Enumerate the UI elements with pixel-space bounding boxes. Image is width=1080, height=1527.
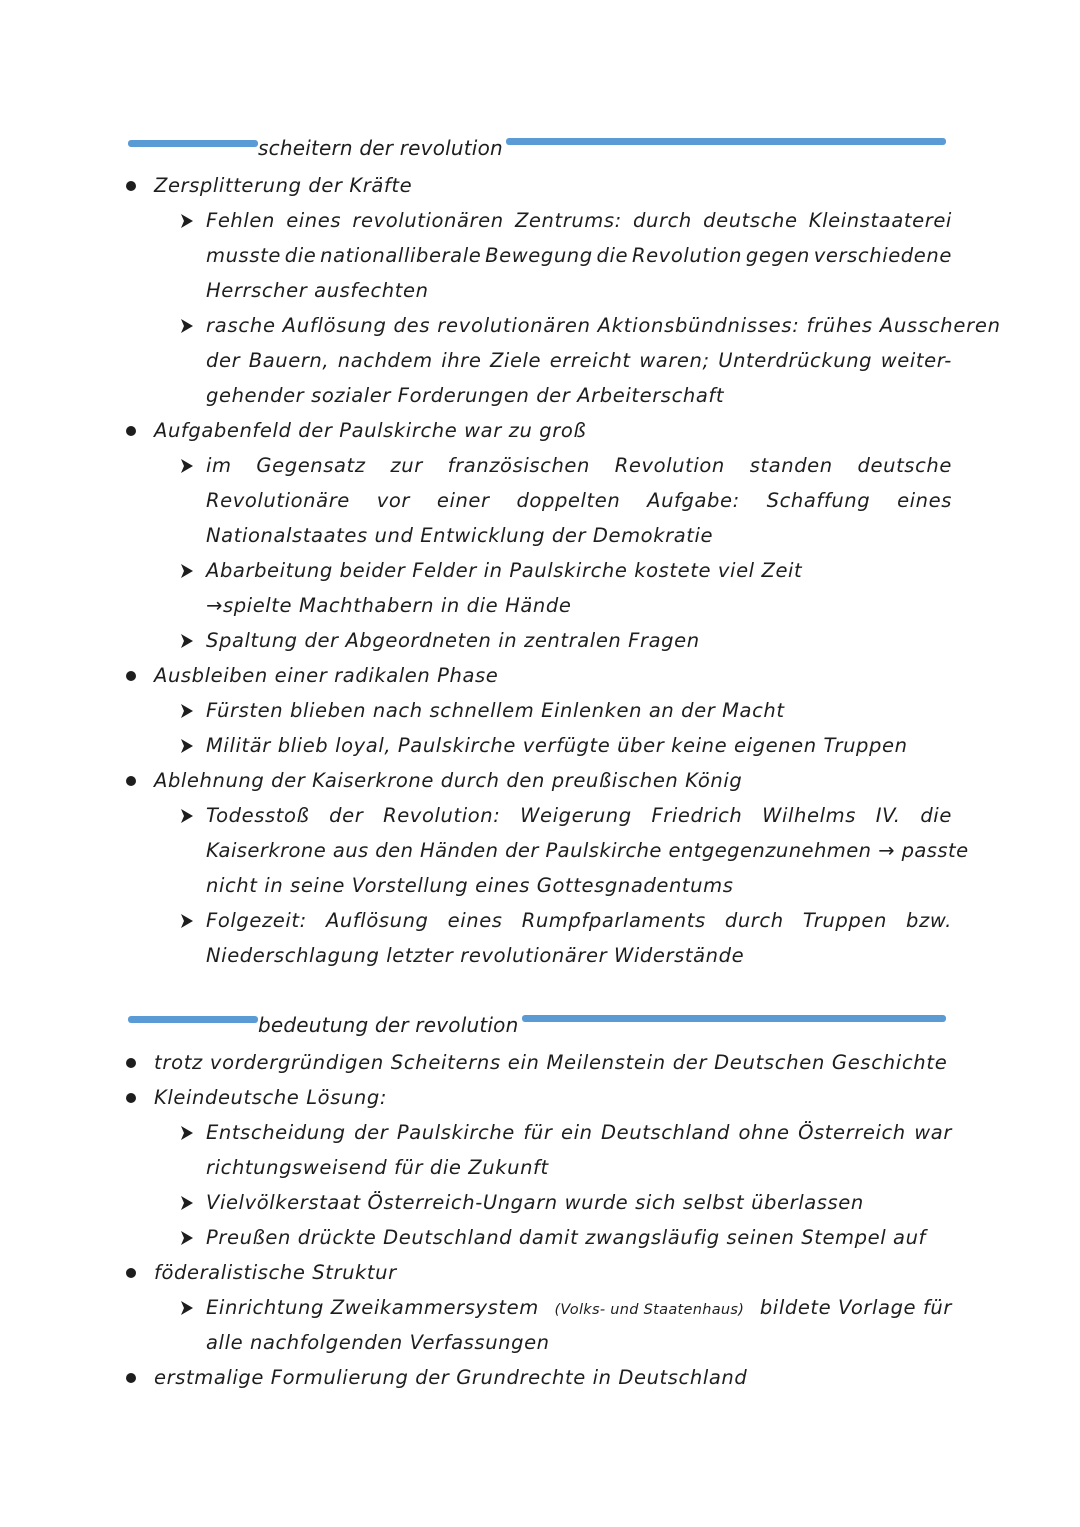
word: Deutschland — [601, 1121, 731, 1144]
word: IV. — [875, 804, 901, 827]
sub-item-line — [206, 1290, 952, 1325]
sub-item-line: gehender sozialer Forderungen der Arbeiterschaft — [206, 384, 725, 407]
bullet-dot-icon — [126, 1373, 136, 1383]
word: der — [206, 349, 241, 372]
list-item-label: erstmalige Formulierung der Grundrechte in Deutschland — [154, 1366, 748, 1389]
word: Friedrich — [651, 804, 743, 827]
word: eines — [897, 489, 952, 512]
word: Paulskirche — [396, 1121, 515, 1144]
word: französischen — [447, 454, 590, 477]
accent-bar-left — [128, 1016, 258, 1023]
arrowhead-icon — [180, 213, 194, 229]
arrowhead-icon — [180, 808, 194, 824]
arrowhead-icon — [180, 913, 194, 929]
parenthetical-note: (Volks- und Staatenhaus) — [554, 1302, 745, 1318]
word: bzw. — [906, 909, 952, 932]
accent-bar-right — [506, 138, 946, 145]
accent-bar-right — [522, 1015, 946, 1022]
word: Wilhelms — [762, 804, 856, 827]
section-header-bedeutung — [128, 1015, 948, 1045]
sub-item-line: Kaiserkrone aus den Händen der Paulskirche entgegenzunehmen → passte — [206, 839, 969, 862]
word: Bewegung — [485, 244, 593, 267]
sub-item-line — [206, 448, 952, 483]
word: Aufgabe: — [647, 489, 740, 512]
bullet-dot-icon — [126, 181, 136, 191]
word: die — [920, 804, 952, 827]
list-item-label: Zersplitterung der Kräfte — [154, 174, 413, 197]
list-item-label: Ablehnung der Kaiserkrone durch den preußischen König — [154, 769, 743, 792]
sub-item-line: Nationalstaates und Entwicklung der Demokratie — [206, 524, 714, 547]
word: der — [354, 1121, 389, 1144]
word: Einrichtung Zweikammersystem — [206, 1296, 539, 1319]
word: bildete Vorlage für — [759, 1296, 952, 1319]
word: durch — [633, 209, 692, 232]
sub-item-line — [206, 203, 952, 238]
section-title: bedeutung der revolution — [258, 1013, 519, 1037]
word: Gegensatz — [256, 454, 366, 477]
word: Revolution: — [383, 804, 501, 827]
bullet-dot-icon — [126, 426, 136, 436]
section-title: scheitern der revolution — [258, 136, 503, 160]
arrowhead-icon — [180, 1195, 194, 1211]
sub-item-line — [206, 903, 952, 938]
accent-bar-left — [128, 140, 258, 147]
word: waren; — [639, 349, 710, 372]
list-item-label: Aufgabenfeld der Paulskirche war zu groß — [154, 419, 587, 442]
word: Fehlen — [206, 209, 275, 232]
word: Schaffung — [766, 489, 871, 512]
bullet-dot-icon — [126, 1093, 136, 1103]
word: zur — [390, 454, 423, 477]
arrowhead-icon — [180, 318, 194, 334]
word: durch — [724, 909, 784, 932]
word: im — [206, 454, 232, 477]
word: revolutionären — [352, 209, 504, 232]
bullet-dot-icon — [126, 776, 136, 786]
bullet-dot-icon — [126, 1268, 136, 1278]
word: Revolution — [614, 454, 725, 477]
word: Weigerung — [520, 804, 632, 827]
word: Rumpfparlaments — [521, 909, 706, 932]
word: Entscheidung — [206, 1121, 346, 1144]
word: weiter- — [880, 349, 952, 372]
word: Ziele — [489, 349, 542, 372]
sub-item-line: Herrscher ausfechten — [206, 279, 429, 302]
word: für — [523, 1121, 553, 1144]
word: Truppen — [802, 909, 887, 932]
word: verschiedene — [813, 244, 952, 267]
list-item-label: föderalistische Struktur — [154, 1261, 397, 1284]
sub-item-line — [206, 238, 952, 273]
word: einer — [436, 489, 490, 512]
word: vor — [376, 489, 411, 512]
arrowhead-icon — [180, 738, 194, 754]
sub-item-line — [206, 343, 952, 378]
word: Zentrums: — [514, 209, 622, 232]
word: gegen — [745, 244, 810, 267]
sub-item-line: Spaltung der Abgeordneten in zentralen Fragen — [206, 629, 700, 652]
word: nachdem — [337, 349, 433, 372]
word: deutsche — [857, 454, 952, 477]
word: die — [284, 244, 317, 267]
bullet-dot-icon — [126, 1058, 136, 1068]
word: Todesstoß — [206, 804, 310, 827]
word: der — [329, 804, 364, 827]
word: Kleinstaaterei — [808, 209, 952, 232]
word: nationalliberale — [320, 244, 482, 267]
list-item-label: Ausbleiben einer radikalen Phase — [154, 664, 499, 687]
sub-item-line: alle nachfolgenden Verfassungen — [206, 1331, 550, 1354]
sub-item-line: →spielte Machthabern in die Hände — [206, 594, 572, 617]
sub-item-line: Vielvölkerstaat Österreich-Ungarn wurde sich selbst überlassen — [206, 1191, 864, 1214]
list-item-label: trotz vordergründigen Scheiterns ein Meilenstein der Deutschen Geschichte — [154, 1051, 948, 1074]
word: war — [914, 1121, 952, 1144]
word: ihre — [441, 349, 482, 372]
word: erreicht — [549, 349, 631, 372]
list-item-label: Kleindeutsche Lösung: — [154, 1086, 388, 1109]
sub-item-line: rasche Auflösung des revolutionären Aktionsbündnisses: frühes Ausscheren — [206, 314, 1001, 337]
word: Bauern, — [248, 349, 330, 372]
sub-item-line: Militär blieb loyal, Paulskirche verfügte über keine eigenen Truppen — [206, 734, 908, 757]
arrowhead-icon — [180, 703, 194, 719]
arrowhead-icon — [180, 563, 194, 579]
word: deutsche — [703, 209, 798, 232]
word: Auflösung — [325, 909, 429, 932]
word: eines — [447, 909, 503, 932]
word: ohne — [738, 1121, 790, 1144]
word: standen — [749, 454, 833, 477]
sub-item-line: Fürsten blieben nach schnellem Einlenken an der Macht — [206, 699, 785, 722]
sub-item-line: nicht in seine Vorstellung eines Gottesgnadentums — [206, 874, 734, 897]
sub-item-line: Niederschlagung letzter revolutionärer Widerstände — [206, 944, 745, 967]
arrowhead-icon — [180, 1230, 194, 1246]
word: doppelten — [516, 489, 621, 512]
word: ein — [560, 1121, 593, 1144]
word: Revolution — [631, 244, 743, 267]
arrowhead-icon — [180, 458, 194, 474]
sub-item-line — [206, 1115, 952, 1150]
word: die — [596, 244, 629, 267]
word: Folgezeit: — [206, 909, 307, 932]
sub-item-line: richtungsweisend für die Zukunft — [206, 1156, 549, 1179]
arrowhead-icon — [180, 1125, 194, 1141]
sub-item-line: Abarbeitung beider Felder in Paulskirche kostete viel Zeit — [206, 559, 803, 582]
word: musste — [206, 244, 281, 267]
word: eines — [286, 209, 342, 232]
bullet-dot-icon — [126, 671, 136, 681]
arrowhead-icon — [180, 1300, 194, 1316]
sub-item-line — [206, 798, 952, 833]
section-header-scheitern — [128, 138, 948, 168]
word: Revolutionäre — [206, 489, 350, 512]
sub-item-line: Preußen drückte Deutschland damit zwangsläufig seinen Stempel auf — [206, 1226, 927, 1249]
sub-item-line — [206, 483, 952, 518]
word: Unterdrückung — [718, 349, 873, 372]
arrowhead-icon — [180, 633, 194, 649]
word: Österreich — [798, 1121, 906, 1144]
